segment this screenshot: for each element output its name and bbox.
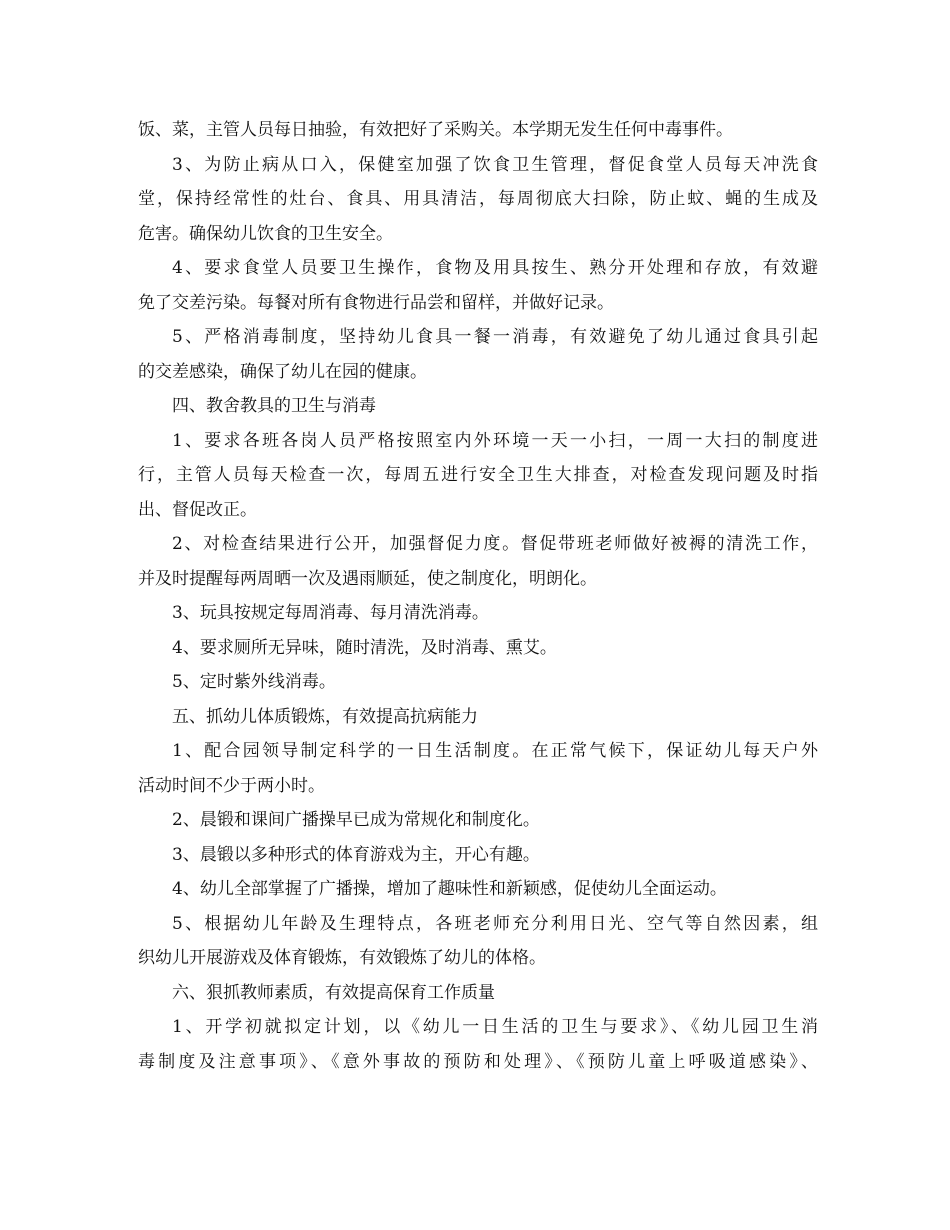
text-line: 4、要求食堂人员要卫生操作，食物及用具按生、熟分开处理和存放，有效避 <box>172 258 818 278</box>
text-line: 4、要求厕所无异味，随时清洗，及时消毒、熏艾。 <box>172 637 557 658</box>
text-line: 3、晨锻以多种形式的体育游戏为主，开心有趣。 <box>172 844 540 865</box>
text-line: 堂，保持经常性的灶台、食具、用具清洁，每周彻底大扫除，防止蚊、蝇的生成及 <box>138 189 818 209</box>
text-line: 并及时提醒每两周晒一次及遇雨顺延，使之制度化，明朗化。 <box>138 568 597 589</box>
text-line: 4、幼儿全部掌握了广播操，增加了趣味性和新颖感，促使幼儿全面运动。 <box>172 879 727 899</box>
text-line: 1、配合园领导制定科学的一日生活制度。在正常气候下，保证幼儿每天户外 <box>172 741 818 761</box>
text-line: 2、晨锻和课间广播操早已成为常规化和制度化。 <box>172 810 540 830</box>
text-line: 的交差感染，确保了幼儿在园的健康。 <box>138 361 427 382</box>
text-line: 1、开学初就拟定计划，以《幼儿一日生活的卫生与要求》、《幼儿园卫生消 <box>172 1017 818 1037</box>
text-line: 织幼儿开展游戏及体育锻炼，有效锻炼了幼儿的体格。 <box>138 948 546 968</box>
text-line: 免了交差污染。每餐对所有食物进行品尝和留样，并做好记录。 <box>138 292 614 313</box>
text-line: 危害。确保幼儿饮食的卫生安全。 <box>138 223 393 244</box>
text-line: 毒制度及注意事项》、《意外事故的预防和处理》、《预防儿童上呼吸道感染》、 <box>138 1051 818 1072</box>
text-line: 行，主管人员每天检查一次，每周五进行安全卫生大排查，对检查发现问题及时指 <box>138 465 818 485</box>
text-line: 5、定时紫外线消毒。 <box>172 672 336 692</box>
text-line: 3、为防止病从口入，保健室加强了饮食卫生管理，督促食堂人员每天冲洗食 <box>172 154 818 175</box>
text-line: 3、玩具按规定每周消毒、每月清洗消毒。 <box>172 603 489 623</box>
text-line: 5、根据幼儿年龄及生理特点，各班老师充分利用日光、空气等自然因素，组 <box>172 913 818 934</box>
text-line: 六、狠抓教师素质，有效提高保育工作质量 <box>172 982 495 1003</box>
text-line: 五、抓幼儿体质锻炼，有效提高抗病能力 <box>172 706 478 727</box>
text-line: 出、督促改正。 <box>138 499 257 520</box>
text-line: 1、要求各班各岗人员严格按照室内外环境一天一小扫，一周一大扫的制度进 <box>172 430 818 451</box>
text-line: 四、教舍教具的卫生与消毒 <box>172 396 376 416</box>
text-line: 5、严格消毒制度，坚持幼儿食具一餐一消毒，有效避免了幼儿通过食具引起 <box>172 327 818 347</box>
text-line: 活动时间不少于两小时。 <box>138 775 325 796</box>
text-line: 饭、菜，主管人员每日抽验，有效把好了采购关。本学期无发生任何中毒事件。 <box>138 120 733 140</box>
document-body <box>138 113 818 1079</box>
text-line: 2、对检查结果进行公开，加强督促力度。督促带班老师做好被褥的清洗工作， <box>172 534 818 554</box>
